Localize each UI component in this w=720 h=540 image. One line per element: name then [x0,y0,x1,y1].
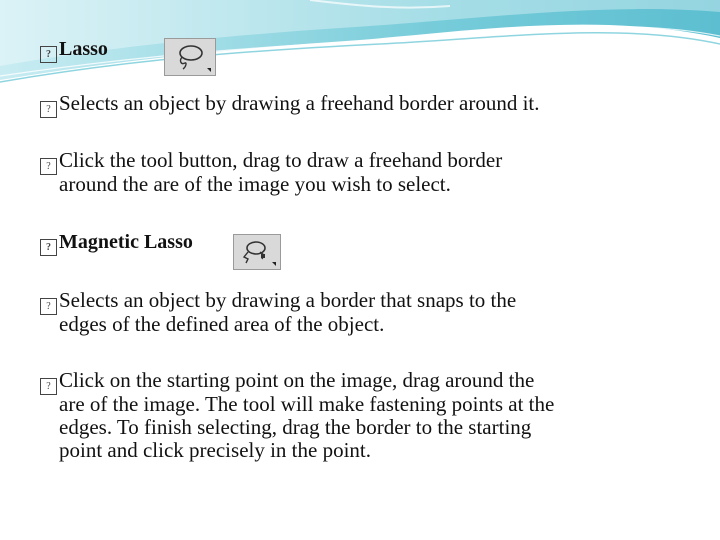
bullet-lasso-description [40,92,540,116]
bullet-magnetic-instructions [40,369,554,462]
magnetic-lasso-tool-button[interactable] [233,234,281,270]
lasso-description: Selects an object by drawing a freehand border around it. [59,91,540,115]
bullet-magnetic-description [40,289,516,336]
lasso-heading: Lasso [59,38,108,60]
magnetic-instructions-line-3: edges. To finish selecting, drag the border to the starting [59,415,532,439]
magnetic-description-line-1: Selects an object by drawing a border that snaps to the [59,288,517,312]
bullet-box-icon: ? [40,378,57,395]
lasso-instructions-line-1: Click the tool button, drag to draw a freehand border [59,148,503,172]
bullet-lasso [40,38,108,61]
magnetic-instructions-line-4: point and click precisely in the point. [59,438,372,462]
lasso-instructions-line-2: around the are of the image you wish to select. [59,172,451,196]
bullet-lasso-instructions [40,149,502,196]
lasso-tool-icon [165,39,215,75]
magnetic-instructions-line-2: are of the image. The tool will make fastening points at the [59,392,555,416]
bullet-box-icon: ? [40,46,57,63]
bullet-box-icon: ? [40,158,57,175]
bullet-box-icon: ? [40,101,57,118]
magnetic-description-line-2: edges of the defined area of the object. [59,312,385,336]
bullet-box-icon: ? [40,239,57,256]
magnetic-instructions-line-1: Click on the starting point on the image, drag around the [59,368,535,392]
magnetic-lasso-tool-icon [234,235,280,269]
bullet-box-icon: ? [40,298,57,315]
magnetic-lasso-heading: Magnetic Lasso [59,231,193,253]
lasso-tool-button[interactable] [164,38,216,76]
bullet-magnetic-lasso [40,231,193,254]
